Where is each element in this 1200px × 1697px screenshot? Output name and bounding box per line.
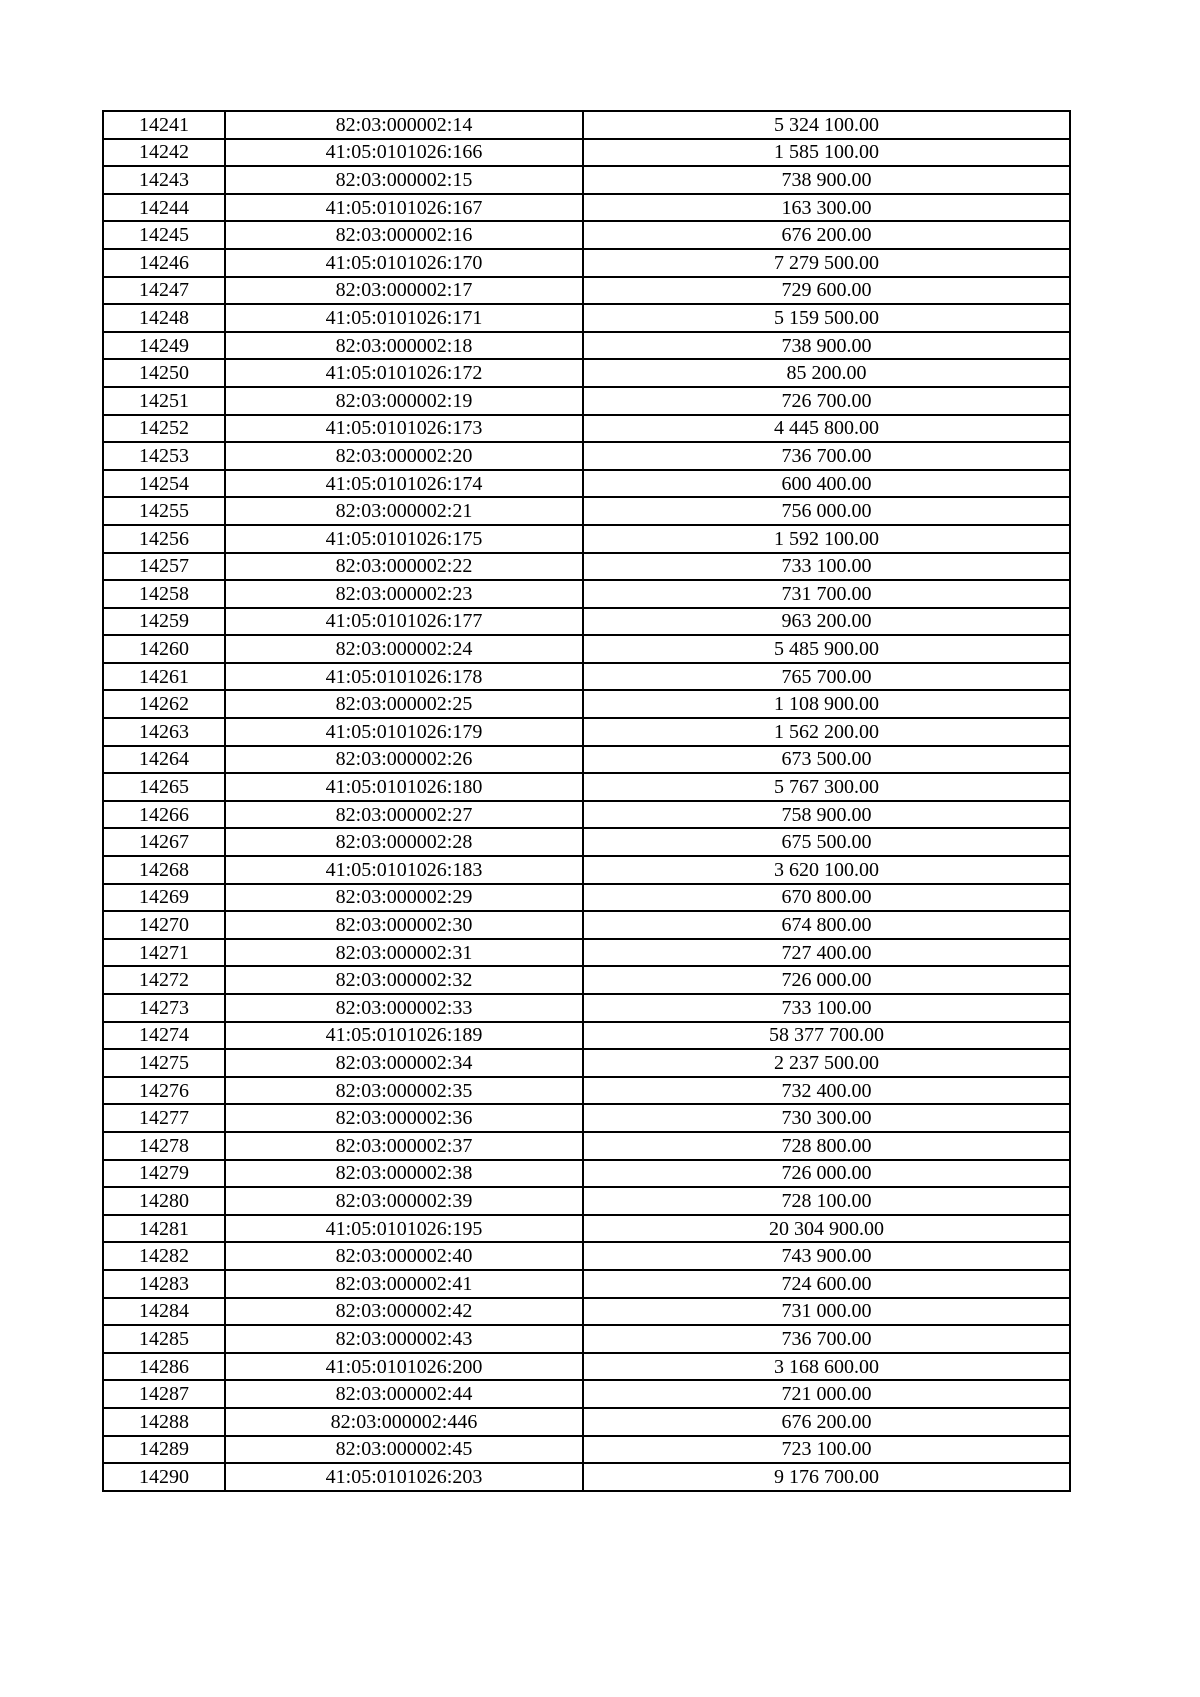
- row-number-cell: 14274: [103, 1022, 225, 1050]
- row-number-cell: 14264: [103, 746, 225, 774]
- row-number-cell: 14278: [103, 1132, 225, 1160]
- value-cell: 5 485 900.00: [583, 635, 1070, 663]
- value-cell: 738 900.00: [583, 332, 1070, 360]
- cadastral-number-cell: 41:05:0101026:172: [225, 359, 583, 387]
- row-number-cell: 14282: [103, 1242, 225, 1270]
- table-row: [103, 1132, 1070, 1160]
- value-cell: 733 100.00: [583, 994, 1070, 1022]
- cadastral-number-cell: 82:03:000002:38: [225, 1160, 583, 1188]
- table-row: [103, 1353, 1070, 1381]
- value-cell: 85 200.00: [583, 359, 1070, 387]
- row-number-cell: 14284: [103, 1298, 225, 1326]
- cadastral-number-cell: 41:05:0101026:170: [225, 249, 583, 277]
- cadastral-number-cell: 82:03:000002:41: [225, 1270, 583, 1298]
- row-number-cell: 14265: [103, 773, 225, 801]
- row-number-cell: 14252: [103, 415, 225, 443]
- value-cell: 676 200.00: [583, 1408, 1070, 1436]
- value-cell: 20 304 900.00: [583, 1215, 1070, 1243]
- value-cell: 1 108 900.00: [583, 690, 1070, 718]
- cadastral-number-cell: 41:05:0101026:200: [225, 1353, 583, 1381]
- cadastral-number-cell: 82:03:000002:26: [225, 746, 583, 774]
- cadastral-number-cell: 41:05:0101026:174: [225, 470, 583, 498]
- value-cell: 726 700.00: [583, 387, 1070, 415]
- value-cell: 728 100.00: [583, 1187, 1070, 1215]
- table-row: [103, 580, 1070, 608]
- cadastral-number-cell: 82:03:000002:15: [225, 166, 583, 194]
- row-number-cell: 14247: [103, 277, 225, 305]
- cadastral-number-cell: 41:05:0101026:175: [225, 525, 583, 553]
- row-number-cell: 14242: [103, 139, 225, 167]
- value-cell: 738 900.00: [583, 166, 1070, 194]
- cadastral-number-cell: 41:05:0101026:177: [225, 608, 583, 636]
- row-number-cell: 14255: [103, 497, 225, 525]
- row-number-cell: 14263: [103, 718, 225, 746]
- cadastral-number-cell: 82:03:000002:27: [225, 801, 583, 829]
- value-cell: 675 500.00: [583, 828, 1070, 856]
- value-cell: 2 237 500.00: [583, 1049, 1070, 1077]
- value-cell: 9 176 700.00: [583, 1463, 1070, 1491]
- table-row: [103, 801, 1070, 829]
- cadastral-number-cell: 41:05:0101026:166: [225, 139, 583, 167]
- cadastral-number-cell: 82:03:000002:20: [225, 442, 583, 470]
- value-cell: 674 800.00: [583, 911, 1070, 939]
- row-number-cell: 14279: [103, 1160, 225, 1188]
- value-cell: 58 377 700.00: [583, 1022, 1070, 1050]
- row-number-cell: 14268: [103, 856, 225, 884]
- table-row: [103, 332, 1070, 360]
- table-row: [103, 828, 1070, 856]
- cadastral-number-cell: 82:03:000002:31: [225, 939, 583, 967]
- table-row: [103, 1022, 1070, 1050]
- table-row: [103, 690, 1070, 718]
- cadastral-number-cell: 41:05:0101026:183: [225, 856, 583, 884]
- table-row: [103, 249, 1070, 277]
- table-row: [103, 1049, 1070, 1077]
- value-cell: 730 300.00: [583, 1104, 1070, 1132]
- table-row: [103, 884, 1070, 912]
- row-number-cell: 14269: [103, 884, 225, 912]
- table-row: [103, 470, 1070, 498]
- row-number-cell: 14256: [103, 525, 225, 553]
- table-row: [103, 1270, 1070, 1298]
- table-row: [103, 442, 1070, 470]
- cadastral-number-cell: 82:03:000002:40: [225, 1242, 583, 1270]
- value-cell: 1 592 100.00: [583, 525, 1070, 553]
- value-cell: 727 400.00: [583, 939, 1070, 967]
- cadastral-number-cell: 82:03:000002:36: [225, 1104, 583, 1132]
- cadastral-number-cell: 82:03:000002:23: [225, 580, 583, 608]
- table-row: [103, 1463, 1070, 1491]
- cadastral-number-cell: 82:03:000002:39: [225, 1187, 583, 1215]
- cadastral-number-cell: 41:05:0101026:171: [225, 304, 583, 332]
- row-number-cell: 14275: [103, 1049, 225, 1077]
- row-number-cell: 14245: [103, 221, 225, 249]
- cadastral-number-cell: 82:03:000002:25: [225, 690, 583, 718]
- row-number-cell: 14259: [103, 608, 225, 636]
- cadastral-number-cell: 82:03:000002:21: [225, 497, 583, 525]
- row-number-cell: 14262: [103, 690, 225, 718]
- value-cell: 1 562 200.00: [583, 718, 1070, 746]
- cadastral-number-cell: 82:03:000002:18: [225, 332, 583, 360]
- row-number-cell: 14241: [103, 111, 225, 139]
- value-cell: 5 159 500.00: [583, 304, 1070, 332]
- value-cell: 743 900.00: [583, 1242, 1070, 1270]
- value-cell: 5 767 300.00: [583, 773, 1070, 801]
- table-row: [103, 1104, 1070, 1132]
- cadastral-number-cell: 82:03:000002:32: [225, 966, 583, 994]
- cadastral-number-cell: 82:03:000002:34: [225, 1049, 583, 1077]
- row-number-cell: 14276: [103, 1077, 225, 1105]
- value-cell: 733 100.00: [583, 553, 1070, 581]
- table-row: [103, 718, 1070, 746]
- table-row: [103, 221, 1070, 249]
- table-row: [103, 497, 1070, 525]
- row-number-cell: 14288: [103, 1408, 225, 1436]
- cadastral-number-cell: 82:03:000002:30: [225, 911, 583, 939]
- cadastral-number-cell: 41:05:0101026:195: [225, 1215, 583, 1243]
- cadastral-number-cell: 41:05:0101026:203: [225, 1463, 583, 1491]
- row-number-cell: 14251: [103, 387, 225, 415]
- value-cell: 728 800.00: [583, 1132, 1070, 1160]
- cadastral-number-cell: 41:05:0101026:173: [225, 415, 583, 443]
- row-number-cell: 14253: [103, 442, 225, 470]
- cadastral-number-cell: 41:05:0101026:179: [225, 718, 583, 746]
- table-row: [103, 194, 1070, 222]
- table-row: [103, 911, 1070, 939]
- table-row: [103, 635, 1070, 663]
- table-row: [103, 139, 1070, 167]
- cadastral-number-cell: 82:03:000002:24: [225, 635, 583, 663]
- row-number-cell: 14272: [103, 966, 225, 994]
- table-row: [103, 856, 1070, 884]
- row-number-cell: 14271: [103, 939, 225, 967]
- cadastral-number-cell: 82:03:000002:44: [225, 1380, 583, 1408]
- cadastral-number-cell: 82:03:000002:28: [225, 828, 583, 856]
- row-number-cell: 14243: [103, 166, 225, 194]
- cadastral-number-cell: 41:05:0101026:167: [225, 194, 583, 222]
- table-row: [103, 525, 1070, 553]
- table-row: [103, 1408, 1070, 1436]
- table-row: [103, 773, 1070, 801]
- row-number-cell: 14287: [103, 1380, 225, 1408]
- cadastral-number-cell: 82:03:000002:22: [225, 553, 583, 581]
- value-cell: 723 100.00: [583, 1436, 1070, 1464]
- row-number-cell: 14267: [103, 828, 225, 856]
- value-cell: 731 000.00: [583, 1298, 1070, 1326]
- cadastral-number-cell: 82:03:000002:35: [225, 1077, 583, 1105]
- value-cell: 758 900.00: [583, 801, 1070, 829]
- table-row: [103, 663, 1070, 691]
- row-number-cell: 14290: [103, 1463, 225, 1491]
- value-cell: 756 000.00: [583, 497, 1070, 525]
- cadastral-number-cell: 82:03:000002:45: [225, 1436, 583, 1464]
- table-row: [103, 359, 1070, 387]
- table-row: [103, 1298, 1070, 1326]
- cadastral-number-cell: 82:03:000002:19: [225, 387, 583, 415]
- table-row: [103, 994, 1070, 1022]
- table-row: [103, 415, 1070, 443]
- table-row: [103, 746, 1070, 774]
- value-cell: 1 585 100.00: [583, 139, 1070, 167]
- table-row: [103, 1077, 1070, 1105]
- value-cell: 726 000.00: [583, 966, 1070, 994]
- table-row: [103, 277, 1070, 305]
- value-cell: 5 324 100.00: [583, 111, 1070, 139]
- row-number-cell: 14280: [103, 1187, 225, 1215]
- row-number-cell: 14260: [103, 635, 225, 663]
- table-row: [103, 1187, 1070, 1215]
- cadastral-number-cell: 82:03:000002:33: [225, 994, 583, 1022]
- cadastral-number-cell: 82:03:000002:14: [225, 111, 583, 139]
- cadastral-number-cell: 82:03:000002:16: [225, 221, 583, 249]
- value-cell: 731 700.00: [583, 580, 1070, 608]
- table-row: [103, 1160, 1070, 1188]
- value-cell: 7 279 500.00: [583, 249, 1070, 277]
- value-cell: 721 000.00: [583, 1380, 1070, 1408]
- row-number-cell: 14283: [103, 1270, 225, 1298]
- table-row: [103, 1215, 1070, 1243]
- value-cell: 765 700.00: [583, 663, 1070, 691]
- cadastral-number-cell: 82:03:000002:37: [225, 1132, 583, 1160]
- row-number-cell: 14261: [103, 663, 225, 691]
- cadastral-number-cell: 82:03:000002:446: [225, 1408, 583, 1436]
- row-number-cell: 14249: [103, 332, 225, 360]
- table-row: [103, 966, 1070, 994]
- value-cell: 676 200.00: [583, 221, 1070, 249]
- row-number-cell: 14254: [103, 470, 225, 498]
- row-number-cell: 14289: [103, 1436, 225, 1464]
- table-row: [103, 1242, 1070, 1270]
- cadastral-number-cell: 82:03:000002:29: [225, 884, 583, 912]
- value-cell: 600 400.00: [583, 470, 1070, 498]
- value-cell: 729 600.00: [583, 277, 1070, 305]
- table-row: [103, 553, 1070, 581]
- row-number-cell: 14244: [103, 194, 225, 222]
- table-row: [103, 608, 1070, 636]
- value-cell: 736 700.00: [583, 442, 1070, 470]
- cadastral-number-cell: 82:03:000002:43: [225, 1325, 583, 1353]
- table-row: [103, 304, 1070, 332]
- cadastral-value-table: [102, 110, 1071, 1492]
- table-row: [103, 387, 1070, 415]
- row-number-cell: 14266: [103, 801, 225, 829]
- row-number-cell: 14285: [103, 1325, 225, 1353]
- row-number-cell: 14246: [103, 249, 225, 277]
- cadastral-number-cell: 41:05:0101026:180: [225, 773, 583, 801]
- table-row: [103, 111, 1070, 139]
- table-body: [103, 111, 1070, 1491]
- row-number-cell: 14277: [103, 1104, 225, 1132]
- cadastral-number-cell: 82:03:000002:17: [225, 277, 583, 305]
- value-cell: 3 620 100.00: [583, 856, 1070, 884]
- row-number-cell: 14258: [103, 580, 225, 608]
- value-cell: 673 500.00: [583, 746, 1070, 774]
- value-cell: 736 700.00: [583, 1325, 1070, 1353]
- row-number-cell: 14248: [103, 304, 225, 332]
- row-number-cell: 14270: [103, 911, 225, 939]
- table-row: [103, 1380, 1070, 1408]
- value-cell: 4 445 800.00: [583, 415, 1070, 443]
- value-cell: 3 168 600.00: [583, 1353, 1070, 1381]
- value-cell: 726 000.00: [583, 1160, 1070, 1188]
- table-row: [103, 1325, 1070, 1353]
- cadastral-number-cell: 41:05:0101026:189: [225, 1022, 583, 1050]
- cadastral-number-cell: 41:05:0101026:178: [225, 663, 583, 691]
- value-cell: 963 200.00: [583, 608, 1070, 636]
- value-cell: 732 400.00: [583, 1077, 1070, 1105]
- row-number-cell: 14281: [103, 1215, 225, 1243]
- row-number-cell: 14250: [103, 359, 225, 387]
- row-number-cell: 14257: [103, 553, 225, 581]
- row-number-cell: 14273: [103, 994, 225, 1022]
- table-row: [103, 1436, 1070, 1464]
- value-cell: 670 800.00: [583, 884, 1070, 912]
- row-number-cell: 14286: [103, 1353, 225, 1381]
- table-row: [103, 166, 1070, 194]
- value-cell: 724 600.00: [583, 1270, 1070, 1298]
- table-row: [103, 939, 1070, 967]
- cadastral-number-cell: 82:03:000002:42: [225, 1298, 583, 1326]
- value-cell: 163 300.00: [583, 194, 1070, 222]
